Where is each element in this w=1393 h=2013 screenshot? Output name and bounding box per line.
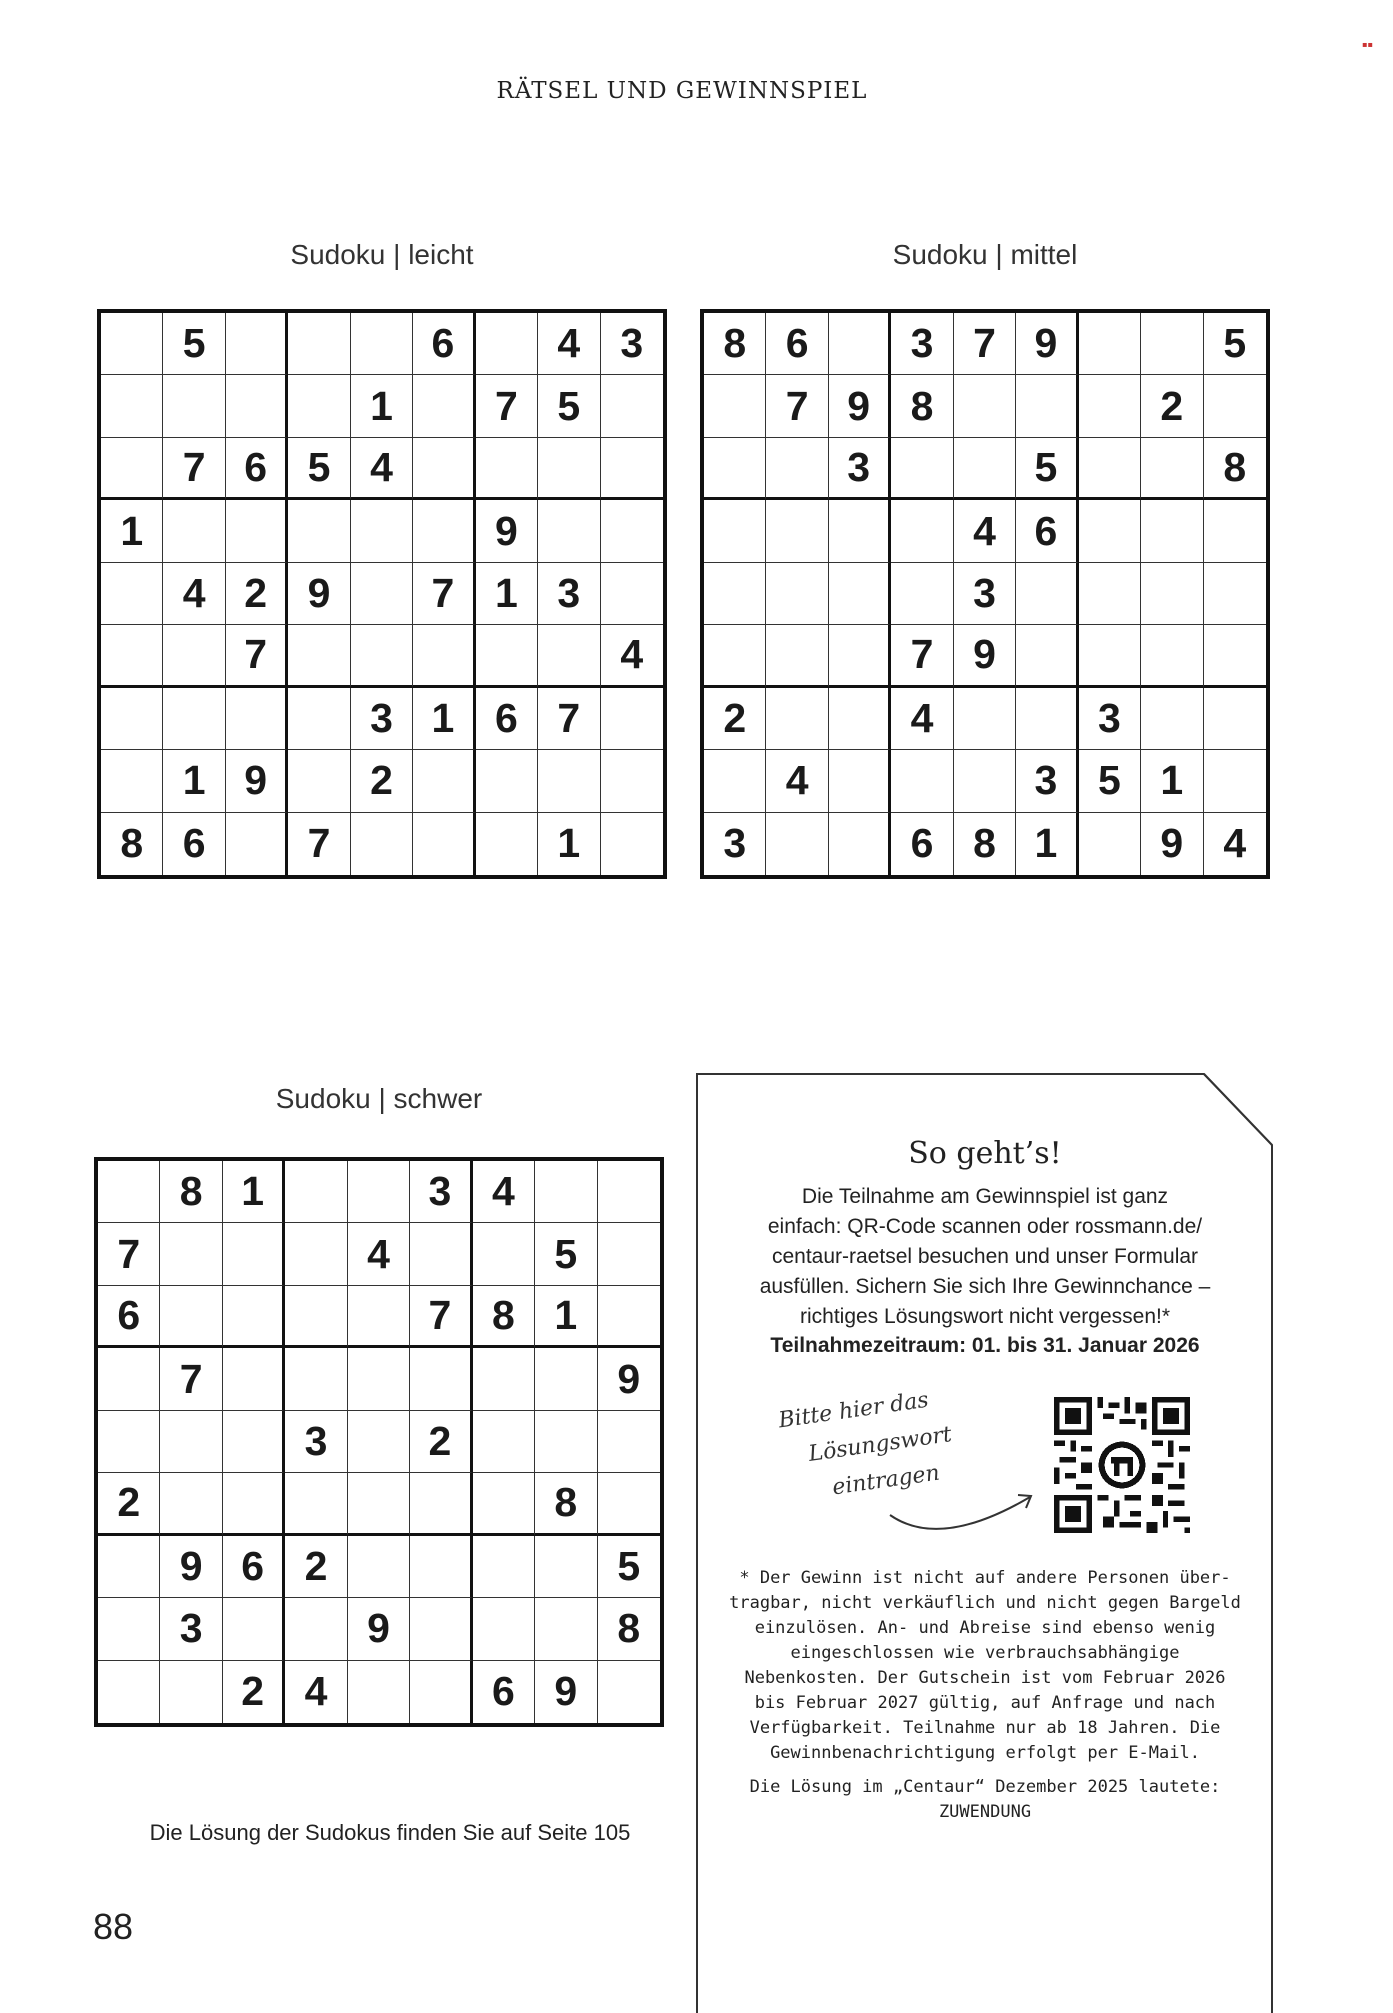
sudoku-cell: 4 [891,688,953,750]
sudoku-cell[interactable] [704,438,766,500]
sudoku-cell[interactable] [98,1161,160,1223]
sudoku-cell[interactable] [601,688,663,750]
sudoku-cell[interactable] [288,375,350,437]
sudoku-cell: 3 [351,688,413,750]
sudoku-cell[interactable] [891,563,953,625]
sudoku-cell[interactable] [473,1598,535,1660]
info-body-line: ausfüllen. Sichern Sie sich Ihre Gewinnchance – [759,1275,1211,1298]
sudoku-cell: 8 [704,313,766,375]
arrow-icon [880,1485,1040,1545]
sudoku-cell: 6 [766,313,828,375]
sudoku-cell: 2 [226,563,288,625]
sudoku-cell[interactable] [288,625,350,687]
sudoku-cell: 8 [473,1286,535,1348]
sudoku-cell[interactable] [473,1411,535,1473]
sudoku-cell: 8 [160,1161,222,1223]
solution-note: Die Lösung der Sudokus finden Sie auf Seite 105 [149,1820,631,1845]
sudoku-cell[interactable] [98,1598,160,1660]
sudoku-cell: 3 [410,1161,472,1223]
sudoku-cell[interactable] [101,750,163,812]
sudoku-medium-grid [700,309,1270,879]
sudoku-cell: 7 [954,313,1016,375]
sudoku-cell[interactable] [226,313,288,375]
sudoku-cell[interactable] [766,500,828,562]
sudoku-cell: 7 [476,375,538,437]
print-mark: ▪▪ [1362,40,1373,49]
sudoku-cell: 3 [538,563,600,625]
sudoku-hard-grid [94,1157,664,1727]
fineprint-line: einzulösen. An- und Abreise sind ebenso wenig [754,1618,1216,1638]
sudoku-cell[interactable] [351,813,413,875]
sudoku-cell: 8 [1204,438,1266,500]
sudoku-cell[interactable] [598,1411,660,1473]
sudoku-cell[interactable] [413,625,475,687]
sudoku-cell[interactable] [766,563,828,625]
sudoku-cell[interactable] [829,813,891,875]
sudoku-cell: 4 [766,750,828,812]
sudoku-cell[interactable] [160,1411,222,1473]
sudoku-cell: 1 [1016,813,1078,875]
sudoku-cell: 8 [101,813,163,875]
sudoku-cell: 6 [473,1661,535,1723]
fineprint-line: bis Februar 2027 gültig, auf Anfrage und nach [754,1693,1216,1713]
sudoku-cell[interactable] [891,500,953,562]
sudoku-cell[interactable] [829,625,891,687]
sudoku-cell[interactable] [704,500,766,562]
sudoku-cell: 4 [348,1223,410,1285]
sudoku-cell[interactable] [223,1411,285,1473]
sudoku-cell[interactable] [101,313,163,375]
sudoku-cell[interactable] [1079,375,1141,437]
sudoku-cell: 5 [163,313,225,375]
sudoku-cell[interactable] [288,750,350,812]
sudoku-cell: 1 [351,375,413,437]
sudoku-cell: 4 [285,1661,347,1723]
sudoku-cell: 5 [538,375,600,437]
sudoku-cell: 9 [476,500,538,562]
info-body-line: Die Teilnahme am Gewinnspiel ist ganz [801,1185,1169,1208]
sudoku-cell[interactable] [1016,688,1078,750]
sudoku-cell[interactable] [348,1536,410,1598]
sudoku-cell[interactable] [351,313,413,375]
sudoku-cell: 9 [829,375,891,437]
sudoku-cell[interactable] [101,625,163,687]
handwriting-line-1: Bitte hier das [776,1387,931,1434]
sudoku-cell[interactable] [954,688,1016,750]
sudoku-cell[interactable] [285,1161,347,1223]
sudoku-cell[interactable] [348,1348,410,1410]
sudoku-cell[interactable] [1079,563,1141,625]
sudoku-cell[interactable] [891,750,953,812]
sudoku-cell[interactable] [348,1161,410,1223]
sudoku-cell: 8 [891,375,953,437]
sudoku-cell[interactable] [954,750,1016,812]
sudoku-cell[interactable] [538,625,600,687]
sudoku-cell[interactable] [410,1223,472,1285]
sudoku-cell: 5 [1016,438,1078,500]
sudoku-cell[interactable] [410,1598,472,1660]
info-body-line: richtiges Lösungswort nicht vergessen!* [799,1305,1171,1328]
sudoku-cell: 4 [351,438,413,500]
sudoku-cell: 6 [98,1286,160,1348]
sudoku-cell[interactable] [1141,500,1203,562]
sudoku-cell[interactable] [288,500,350,562]
sudoku-cell[interactable] [1079,813,1141,875]
fineprint-line: tragbar, nicht verkäuflich und nicht gegen Bargeld [729,1593,1241,1613]
sudoku-cell[interactable] [1141,438,1203,500]
sudoku-cell[interactable] [163,688,225,750]
sudoku-cell: 2 [98,1473,160,1535]
sudoku-cell[interactable] [98,1536,160,1598]
sudoku-cell: 7 [98,1223,160,1285]
sudoku-cell[interactable] [413,813,475,875]
sudoku-cell: 1 [476,563,538,625]
info-body [700,1182,1270,1332]
sudoku-cell[interactable] [1079,625,1141,687]
sudoku-cell: 4 [954,500,1016,562]
sudoku-cell[interactable] [410,1348,472,1410]
sudoku-cell: 5 [598,1536,660,1598]
previous-solution-label: Die Lösung im „Centaur“ Dezember 2025 lautete: [749,1777,1221,1797]
sudoku-cell: 4 [538,313,600,375]
sudoku-cell[interactable] [1079,313,1141,375]
sudoku-cell[interactable] [1016,375,1078,437]
sudoku-cell: 5 [535,1223,597,1285]
sudoku-cell[interactable] [829,500,891,562]
sudoku-cell[interactable] [601,750,663,812]
sudoku-cell[interactable] [704,750,766,812]
sudoku-cell: 7 [288,813,350,875]
sudoku-cell[interactable] [101,438,163,500]
sudoku-cell: 6 [476,688,538,750]
sudoku-cell: 7 [891,625,953,687]
sudoku-cell[interactable] [1141,688,1203,750]
sudoku-cell[interactable] [954,438,1016,500]
sudoku-cell[interactable] [413,438,475,500]
sudoku-cell[interactable] [163,375,225,437]
sudoku-cell: 1 [413,688,475,750]
sudoku-cell: 6 [163,813,225,875]
sudoku-cell[interactable] [223,1223,285,1285]
sudoku-cell: 7 [410,1286,472,1348]
sudoku-cell: 7 [538,688,600,750]
sudoku-cell[interactable] [538,750,600,812]
sudoku-easy-grid [97,309,667,879]
sudoku-cell[interactable] [1204,563,1266,625]
sudoku-cell[interactable] [891,438,953,500]
page-title: RÄTSEL UND GEWINNSPIEL [496,78,868,104]
sudoku-cell[interactable] [1141,563,1203,625]
sudoku-cell: 9 [954,625,1016,687]
sudoku-cell[interactable] [285,1223,347,1285]
sudoku-cell[interactable] [829,563,891,625]
sudoku-cell[interactable] [351,500,413,562]
sudoku-cell: 7 [163,438,225,500]
sudoku-cell[interactable] [473,1473,535,1535]
sudoku-cell[interactable] [98,1411,160,1473]
sudoku-cell[interactable] [101,375,163,437]
sudoku-cell[interactable] [285,1598,347,1660]
sudoku-cell[interactable] [285,1473,347,1535]
sudoku-cell[interactable] [766,438,828,500]
sudoku-cell: 6 [1016,500,1078,562]
sudoku-cell[interactable] [1204,500,1266,562]
info-body-line: einfach: QR-Code scannen oder rossmann.de/ [767,1215,1203,1238]
sudoku-cell: 2 [223,1661,285,1723]
sudoku-cell[interactable] [476,813,538,875]
sudoku-cell[interactable] [98,1661,160,1723]
sudoku-cell: 3 [891,313,953,375]
sudoku-cell[interactable] [226,500,288,562]
sudoku-cell[interactable] [1079,500,1141,562]
qr-code-icon[interactable] [1054,1397,1190,1533]
sudoku-cell[interactable] [535,1536,597,1598]
sudoku-hard-title: Sudoku | schwer [275,1083,483,1114]
fineprint-line: Nebenkosten. Der Gutschein ist vom Februar 2026 [744,1668,1226,1688]
sudoku-cell[interactable] [160,1223,222,1285]
sudoku-cell[interactable] [601,563,663,625]
sudoku-cell: 1 [535,1286,597,1348]
sudoku-cell[interactable] [101,688,163,750]
sudoku-cell[interactable] [226,688,288,750]
sudoku-cell[interactable] [348,1473,410,1535]
sudoku-cell: 1 [1141,750,1203,812]
sudoku-cell[interactable] [829,313,891,375]
sudoku-cell[interactable] [598,1473,660,1535]
sudoku-cell[interactable] [954,375,1016,437]
sudoku-cell[interactable] [535,1348,597,1410]
sudoku-cell[interactable] [285,1348,347,1410]
sudoku-cell[interactable] [766,625,828,687]
sudoku-cell: 9 [160,1536,222,1598]
sudoku-cell[interactable] [223,1598,285,1660]
sudoku-cell: 9 [535,1661,597,1723]
sudoku-cell: 1 [163,750,225,812]
sudoku-cell[interactable] [766,688,828,750]
sudoku-cell[interactable] [410,1536,472,1598]
sudoku-cell[interactable] [1016,625,1078,687]
sudoku-cell: 1 [223,1161,285,1223]
sudoku-cell[interactable] [160,1473,222,1535]
sudoku-cell: 6 [223,1536,285,1598]
sudoku-cell[interactable] [226,813,288,875]
sudoku-cell[interactable] [288,688,350,750]
sudoku-cell[interactable] [1204,375,1266,437]
sudoku-cell[interactable] [163,625,225,687]
sudoku-cell[interactable] [1141,625,1203,687]
sudoku-cell[interactable] [704,563,766,625]
sudoku-cell: 3 [601,313,663,375]
sudoku-cell: 6 [891,813,953,875]
fineprint [700,1566,1270,1766]
sudoku-cell[interactable] [601,375,663,437]
sudoku-cell: 4 [163,563,225,625]
sudoku-cell[interactable] [413,375,475,437]
sudoku-cell: 5 [1079,750,1141,812]
sudoku-medium-title: Sudoku | mittel [892,239,1078,270]
sudoku-cell[interactable] [223,1348,285,1410]
sudoku-cell: 9 [1141,813,1203,875]
sudoku-cell: 8 [954,813,1016,875]
info-heading: So geht’s! [908,1136,1062,1171]
sudoku-cell[interactable] [223,1473,285,1535]
sudoku-cell: 7 [160,1348,222,1410]
sudoku-cell[interactable] [829,688,891,750]
sudoku-cell[interactable] [476,438,538,500]
sudoku-cell[interactable] [829,750,891,812]
sudoku-cell[interactable] [535,1411,597,1473]
sudoku-cell[interactable] [476,313,538,375]
sudoku-cell[interactable] [1204,688,1266,750]
sudoku-cell[interactable] [535,1598,597,1660]
sudoku-cell[interactable] [285,1286,347,1348]
sudoku-cell: 2 [351,750,413,812]
sudoku-cell[interactable] [476,625,538,687]
sudoku-cell: 4 [473,1161,535,1223]
sudoku-cell[interactable] [476,750,538,812]
sudoku-cell[interactable] [348,1286,410,1348]
fineprint-line: * Der Gewinn ist nicht auf andere Personen über- [739,1568,1231,1588]
sudoku-cell: 2 [285,1536,347,1598]
sudoku-cell[interactable] [473,1536,535,1598]
sudoku-cell: 8 [598,1598,660,1660]
sudoku-cell[interactable] [410,1473,472,1535]
sudoku-cell: 6 [413,313,475,375]
previous-solution-word: ZUWENDUNG [938,1802,1032,1822]
sudoku-cell: 6 [226,438,288,500]
sudoku-cell[interactable] [704,375,766,437]
sudoku-cell: 3 [160,1598,222,1660]
sudoku-cell[interactable] [351,563,413,625]
fineprint-line: Verfügbarkeit. Teilnahme nur ab 18 Jahren. Die [749,1718,1221,1738]
sudoku-easy-title: Sudoku | leicht [290,239,474,270]
sudoku-cell[interactable] [163,500,225,562]
sudoku-cell[interactable] [598,1286,660,1348]
sudoku-cell[interactable] [413,750,475,812]
sudoku-cell[interactable] [598,1223,660,1285]
sudoku-cell: 7 [766,375,828,437]
sudoku-cell[interactable] [704,625,766,687]
sudoku-cell: 9 [598,1348,660,1410]
page-number: 88 [93,1906,134,1947]
sudoku-cell: 4 [601,625,663,687]
handwriting-line-3: eintragen [830,1460,942,1501]
sudoku-cell: 9 [1016,313,1078,375]
sudoku-cell[interactable] [1016,563,1078,625]
sudoku-cell[interactable] [348,1661,410,1723]
participation-period: Teilnahmezeitraum: 01. bis 31. Januar 2026 [770,1334,1200,1357]
sudoku-cell: 9 [226,750,288,812]
sudoku-cell: 3 [954,563,1016,625]
sudoku-cell: 4 [1223,820,1247,867]
sudoku-cell: 7 [226,625,288,687]
sudoku-cell[interactable] [598,1661,660,1723]
sudoku-cell: 3 [829,438,891,500]
sudoku-cell[interactable] [535,1161,597,1223]
sudoku-cell[interactable] [598,1161,660,1223]
sudoku-cell: 3 [1016,750,1078,812]
sudoku-cell: 2 [410,1411,472,1473]
fineprint-line: eingeschlossen wie verbrauchsabhängige [790,1643,1180,1663]
sudoku-cell[interactable] [601,438,663,500]
sudoku-cell[interactable] [473,1223,535,1285]
sudoku-cell[interactable] [1204,750,1266,812]
sudoku-cell[interactable] [473,1348,535,1410]
handwriting-line-2: Lösungswort [806,1422,954,1467]
sudoku-cell[interactable] [160,1286,222,1348]
sudoku-cell[interactable] [223,1286,285,1348]
sudoku-cell: 5 [288,438,350,500]
sudoku-cell: 7 [413,563,475,625]
sudoku-cell: 1 [101,500,163,562]
sudoku-cell[interactable] [601,813,663,875]
sudoku-cell: 2 [1141,375,1203,437]
sudoku-cell[interactable] [288,313,350,375]
sudoku-cell[interactable] [351,625,413,687]
sudoku-cell[interactable] [348,1411,410,1473]
sudoku-cell: 3 [1079,688,1141,750]
sudoku-cell[interactable] [601,500,663,562]
sudoku-cell: 1 [538,813,600,875]
sudoku-cell[interactable] [101,563,163,625]
sudoku-cell[interactable] [98,1348,160,1410]
sudoku-cell[interactable] [1204,625,1266,687]
sudoku-cell[interactable] [413,500,475,562]
sudoku-cell[interactable] [538,500,600,562]
fineprint-line: Gewinnbenachrichtigung erfolgt per E-Mail. [770,1743,1200,1763]
sudoku-cell[interactable] [226,375,288,437]
sudoku-cell: 3 [704,813,766,875]
sudoku-cell: 3 [285,1411,347,1473]
info-body-line: centaur-raetsel besuchen und unser Formular [771,1245,1199,1268]
sudoku-cell: 5 [1204,313,1266,375]
sudoku-cell: 2 [704,688,766,750]
sudoku-cell: 8 [535,1473,597,1535]
sudoku-cell: 9 [288,563,350,625]
sudoku-cell[interactable] [1079,438,1141,500]
sudoku-cell[interactable] [410,1661,472,1723]
sudoku-cell: 9 [348,1598,410,1660]
sudoku-cell[interactable] [538,438,600,500]
sudoku-cell[interactable] [160,1661,222,1723]
sudoku-cell[interactable] [1141,313,1203,375]
sudoku-cell[interactable] [766,813,828,875]
